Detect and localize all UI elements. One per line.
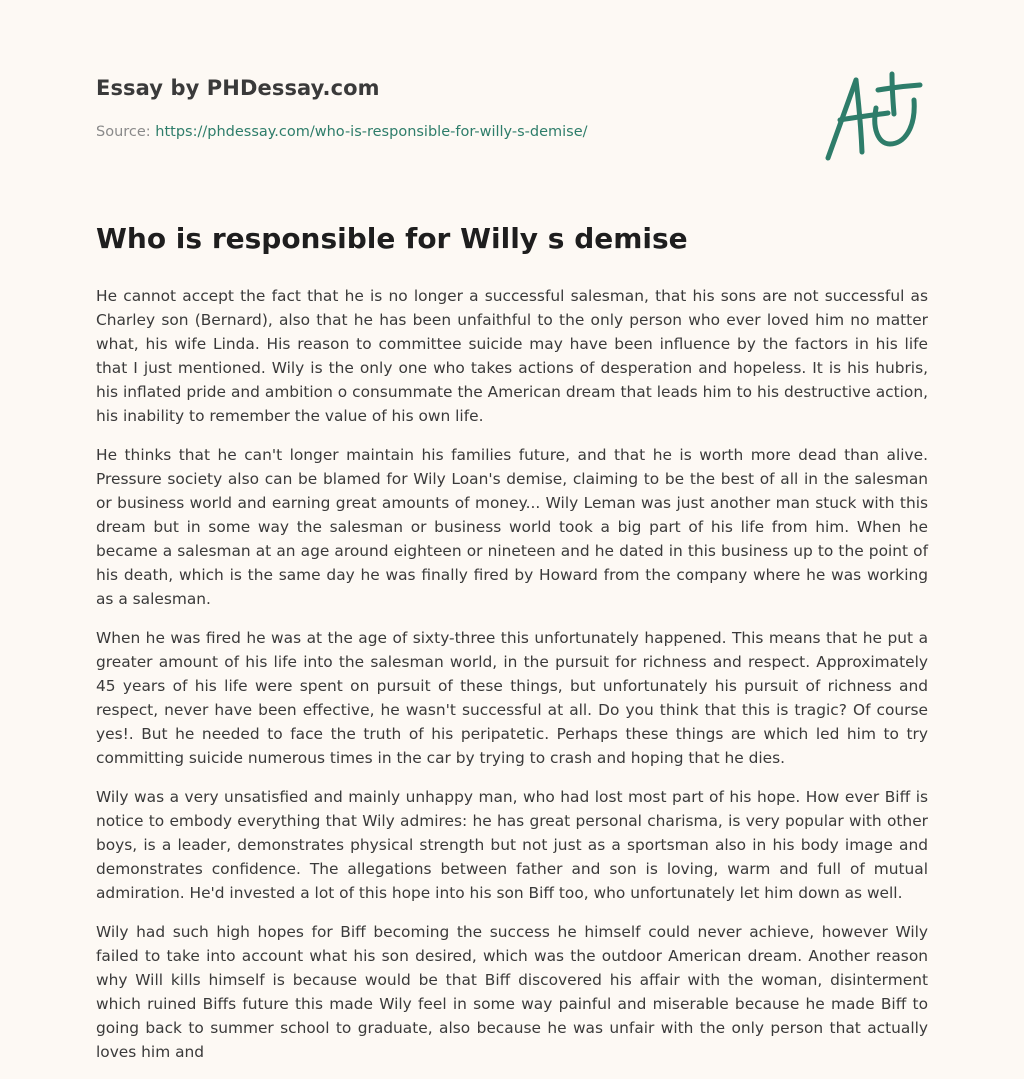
site-brand: Essay by PHDessay.com xyxy=(96,76,380,100)
source-label: Source: xyxy=(96,124,156,140)
essay-title: Who is responsible for Willy s demise xyxy=(96,222,688,255)
essay-body xyxy=(96,284,928,1079)
source-line xyxy=(96,124,796,140)
essay-paragraph: He thinks that he can't longer maintain his families future, and that he is worth more dead than alive. Pressure society also can be blamed for Wily Loan's demise, claiming to be the best of all in the salesman or business world and earning great amounts of money... Wily Leman was just another man stuck with this dream but in some way the salesman or business world took a big part of his life from him. When he became a salesman at an age around eighteen or nineteen and he dated in this business up to the point of his death, which is the same day he was finally fired by Howard from the company where he was working as a salesman. xyxy=(96,446,928,608)
source-link[interactable]: https://phdessay.com/who-is-responsible-for-willy-s-demise/ xyxy=(155,124,588,140)
page-header xyxy=(96,76,796,140)
essay-paragraph: Wily had such high hopes for Biff becoming the success he himself could never achieve, however Wily failed to take into account what his son desired, which was the outdoor American dream. Another reason why Will kills himself is because would be that Biff discovered his affair with the woman, disinterment which ruined Biffs future this made Wily feel in some way painful and miserable because he made Biff to going back to summer school to graduate, also because he was unfair with the only person that actually loves him and xyxy=(96,923,928,1061)
essay-paragraph: Wily was a very unsatisfied and mainly unhappy man, who had lost most part of his hope. How ever Biff is notice to embody everything that Wily admires: he has great personal charisma, is very popular with other boys, is a leader, demonstrates physical strength but not just as a sportsman also in his body image and demonstrates confidence. The allegations between father and son is loving, warm and full of mutual admiration. He'd invested a lot of this hope into his son Biff too, who unfortunately let him down as well. xyxy=(96,788,928,902)
a-plus-icon xyxy=(818,66,930,166)
essay-paragraph: When he was fired he was at the age of sixty-three this unfortunately happened. This means that he put a greater amount of his life into the salesman world, in the pursuit for richness and respect. Approximately 45 years of his life were spent on pursuit of these things, but unfortunately his pursuit of richness and respect, never have been effective, he wasn't successful at all. Do you think that this is tragic? Of course yes!. But he needed to face the truth of his peripatetic. Perhaps these things are which led him to try committing suicide numerous times in the car by trying to crash and hoping that he dies. xyxy=(96,629,928,767)
essay-paragraph: He cannot accept the fact that he is no longer a successful salesman, that his sons are not successful as Charley son (Bernard), also that he has been unfaithful to the only person who ever loved him no matter what, his wife Linda. His reason to committee suicide may have been influence by the factors in his life that I just mentioned. Wily is the only one who takes actions of desperation and hopeless. It is his hubris, his inflated pride and ambition o consummate the American dream that leads him to his destructive action, his inability to remember the value of his own life. xyxy=(96,287,928,425)
